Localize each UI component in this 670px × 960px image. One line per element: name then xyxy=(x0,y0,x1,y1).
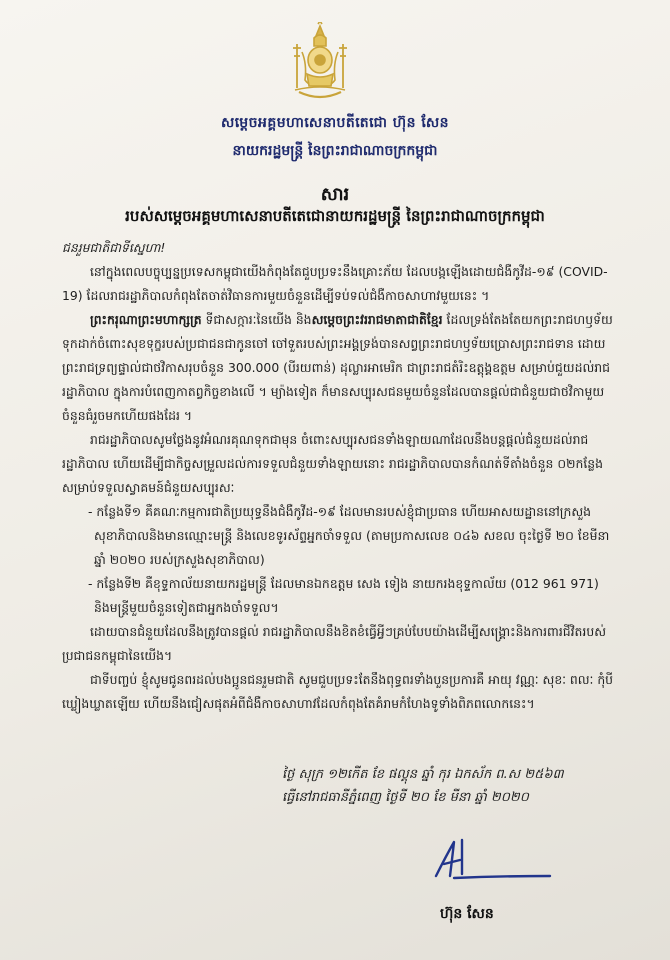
list-item: - កន្លែងទី១ គឺគណៈកម្មការជាតិប្រយុទ្ធនឹងជំងឺកូវីដ-១៩ ដែលមានរបស់ខ្ញុំជាប្រធាន ហើយអាសយដ្ឋាននៅក្រសួងសុខាភិបាលនិងមានឈ្មោះមន្ត្រី និងលេខទូរស័ព្ទអ្នកចាំទទួល (តាមប្រកាសលេខ ០៤៦ សខល ចុះថ្ងៃទី ២០ ខែមីនា ឆ្នាំ ២០២០ របស់ក្រសួងសុខាភិបាល) xyxy=(88,504,610,567)
handwritten-signature xyxy=(430,836,555,884)
document-subtitle: របស់សម្ដេចអគ្គមហាសេនាបតីតេជោនាយករដ្ឋមន្ត្រី នៃព្រះរាជាណាចក្រកម្ពុជា xyxy=(125,207,545,225)
letter-body xyxy=(62,236,614,716)
paragraph-text: ទីជាសក្ការៈនៃយើង និង xyxy=(201,312,312,327)
paragraph: ដោយបានជំនួយដែលនឹងត្រូវបានផ្ដល់ រាជរដ្ឋាភិបាលនឹងខិតខំធ្វើអ្វីៗគ្រប់បែបយ៉ាងដើម្បីសង្គ្រោះនិងការពារជីវិតរបស់ប្រជាជនកម្ពុជានៃយើង។ xyxy=(62,624,607,663)
list-item: - កន្លែងទី២ គឺខុទ្ទកាល័យនាយករដ្ឋមន្ត្រី ដែលមានឯកឧត្ដម សេង ទៀង នាយករងខុទ្ទកាល័យ (012 961 971) និងមន្ត្រីមួយចំនួនទៀតជាអ្នកងចាំទទួល។ xyxy=(88,576,599,615)
sender-position: នាយករដ្ឋមន្ត្រី នៃព្រះរាជាណាចក្រកម្ពុជា xyxy=(232,143,438,159)
paragraph: រាជរដ្ឋាភិបាលសូមថ្លែងនូវអំណរគុណទុកជាមុន ចំពោះសប្បុរសជនទាំងឡាយណាដែលនឹងបន្តផ្ដល់ជំនួយដល់រាជរដ្ឋាភិបាល ហើយដើម្បីជាកិច្ចសម្រួលដល់ការទទួលជំនួយទាំងឡាយនោះ រាជរដ្ឋាភិបាលបានកំណត់ទីតាំងចំនួន ០២កន្លែង សម្រាប់ទទួលស្វាគមន៍ជំនួយសប្បុរសៈ xyxy=(62,432,604,495)
paragraph: ជាទីបញ្ចប់ ខ្ញុំសូមជូនពរដល់បងប្អូនជនរួមជាតិ សូមជួបប្រទះតែនឹងពុទ្ធពរទាំងបួនប្រការគឺ អាយុ វណ្ណៈ សុខៈ ពលៈ កុំបីឃ្លៀងឃ្លាតឡើយ ហើយនឹងជៀសផុតអំពីជំងឺកាចសាហាវដែលកំពុងតែគំរាមកំហែងទូទាំងពិភពលោកនេះ។ xyxy=(62,672,614,711)
salutation: ជនរួមជាតិជាទីស្នេហា! xyxy=(62,240,166,255)
royal-name: ព្រះករុណាព្រះមហាក្សត្រ xyxy=(90,312,202,327)
paragraph: នៅក្នុងពេលបច្ចុប្បន្នប្រទេសកម្ពុជាយើងកំពុងតែជួបប្រទះនឹងគ្រោះភ័យ ដែលបង្កឡើងដោយជំងឺកូវីដ-១៩ (COVID-19) ដែលរាជរដ្ឋាភិបាលកំពុងតែចាត់វិធានការមួយចំនួនដើម្បីទប់ទល់ជំងឺកាចសាហាវមួយនេះ ។ xyxy=(62,264,608,303)
sender-name: សម្ដេចអគ្គមហាសេនាបតីតេជោ ហ៊ុន សែន xyxy=(220,115,450,131)
document-title: សារ xyxy=(320,184,350,205)
paragraph-royal xyxy=(62,308,614,428)
royal-name: សម្ដេចព្រះវររាជមាតាជាតិខ្មែរ xyxy=(311,312,443,327)
royal-emblem-icon xyxy=(285,22,355,104)
date-lunar: ថ្ងៃ សុក្រ ១២កើត ខែ ផល្គុន ឆ្នាំ កុរ ឯកស័ក ព.ស ២៥៦៣ xyxy=(282,767,564,782)
date-block xyxy=(282,763,564,809)
paragraph-text: ដែលទ្រង់តែងតែយកព្រះរាជហឫទ័យទុកដាក់ចំពោះសុខទុក្ខរបស់ប្រជាជនជាកូនចៅ ចៅទួតរបស់ព្រះអង្គទ្រង់បានសព្វព្រះរាជហឫទ័យប្រោសព្រះរាជទាន ដោយព្រះរាជទ្រព្យផ្ទាល់ជាថវិកាសរុបចំនួន 300.000 (បីរយពាន់) ដុល្លារអាមេរិក ជាព្រះរាជតំរិះឧត្តុង្គឧត្តម សម្រាប់ជួយដល់រាជរដ្ឋាភិបាល ក្នុងការបំពេញកាតព្វកិច្ចខាងលើ ។ ម្យ៉ាងទៀត ក៏មានសប្បុរសជនមួយចំនួនដែលបានផ្ដល់ជាជំនួយជាថវិកាមួយចំនួនធំរួចមកហើយផងដែរ ។ xyxy=(62,312,613,423)
date-solar: ធ្វើនៅរាជធានីភ្នំពេញ ថ្ងៃទី ២០ ខែ មីនា ឆ្នាំ ២០២០ xyxy=(282,790,529,805)
signer-name: ហ៊ុន សែន xyxy=(440,906,494,922)
